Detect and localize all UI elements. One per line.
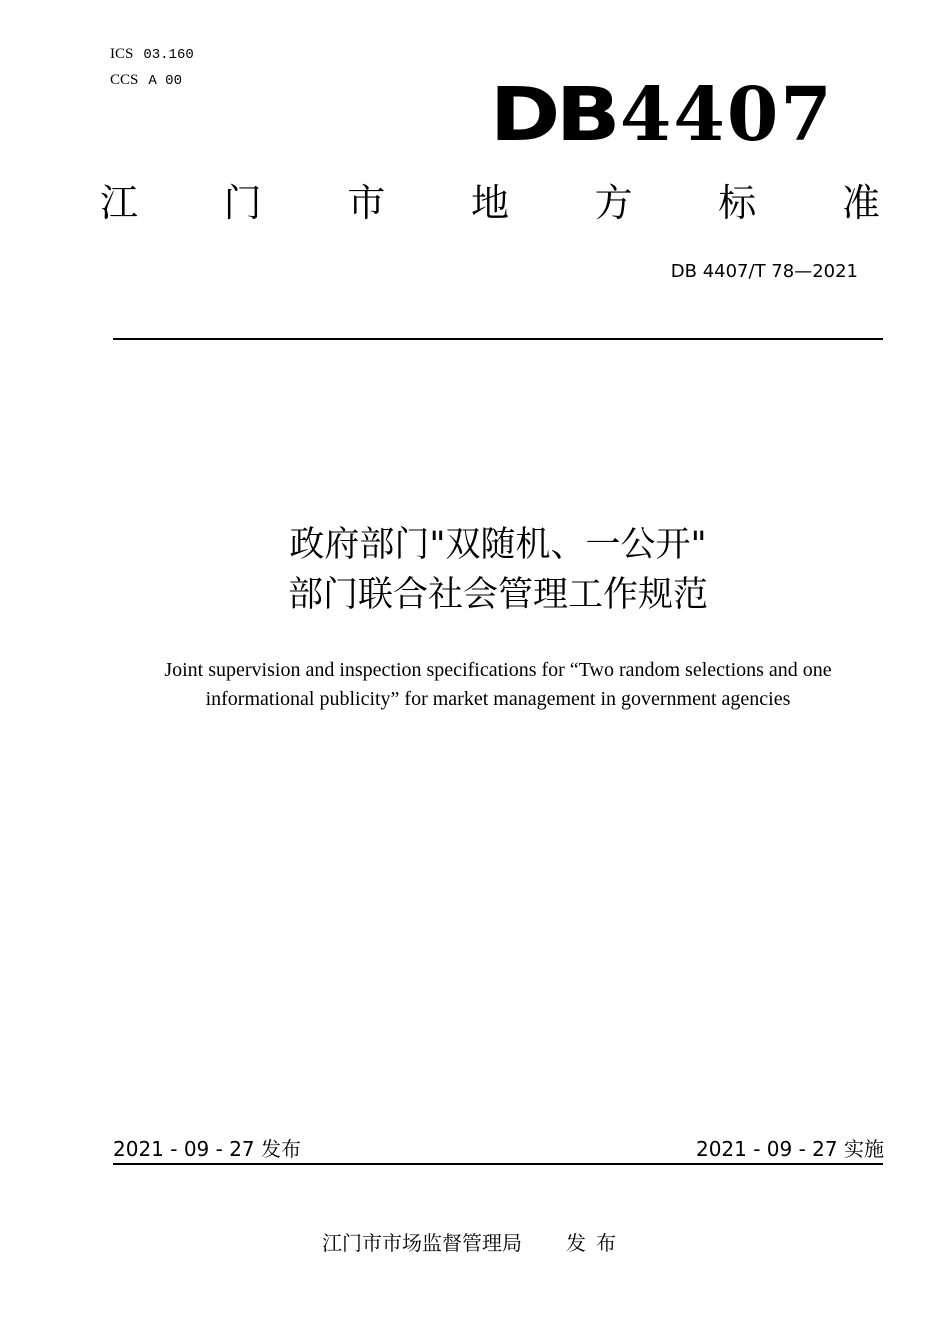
top-divider <box>113 338 883 340</box>
db-logo-prefix: DB <box>489 72 617 158</box>
ics-code: 03.160 <box>143 47 194 63</box>
db-logo-number: 4407 <box>619 72 834 158</box>
title-english-line2: informational publicity” for market management in government agencies <box>205 688 791 710</box>
standard-type-char: 地 <box>470 181 509 225</box>
title-english-line1: Joint supervision and inspection specifications for “Two random selections and one <box>164 659 832 681</box>
db-logo <box>489 72 834 158</box>
standard-type-char: 江 <box>100 181 139 225</box>
ccs-code: A 00 <box>148 73 182 89</box>
ccs-label: CCS <box>110 72 139 88</box>
issuer-name: 江门市市场监督管理局 <box>322 1231 522 1255</box>
issuer-action: 发布 <box>566 1231 626 1255</box>
ics-label: ICS <box>110 46 134 62</box>
standard-type-char: 市 <box>347 181 386 225</box>
bottom-divider <box>113 1163 883 1165</box>
title-chinese-line1: 政府部门"双随机、一公开" <box>289 525 707 565</box>
ccs-line <box>110 72 192 89</box>
standard-type-char: 门 <box>223 181 262 225</box>
standard-number: DB 4407/T 78—2021 <box>670 261 858 282</box>
standard-type <box>100 181 880 225</box>
title-chinese-line2: 部门联合社会管理工作规范 <box>287 575 708 615</box>
issuer <box>322 1227 626 1256</box>
implement-date: 2021 - 09 - 27 实施 <box>695 1137 884 1161</box>
standard-type-char: 标 <box>718 181 757 225</box>
title-english <box>0 656 950 714</box>
publish-date: 2021 - 09 - 27 发布 <box>113 1137 302 1161</box>
standard-type-char: 方 <box>594 181 633 225</box>
standard-type-char: 准 <box>841 181 880 225</box>
title-chinese <box>0 520 950 620</box>
ics-line <box>110 46 204 63</box>
